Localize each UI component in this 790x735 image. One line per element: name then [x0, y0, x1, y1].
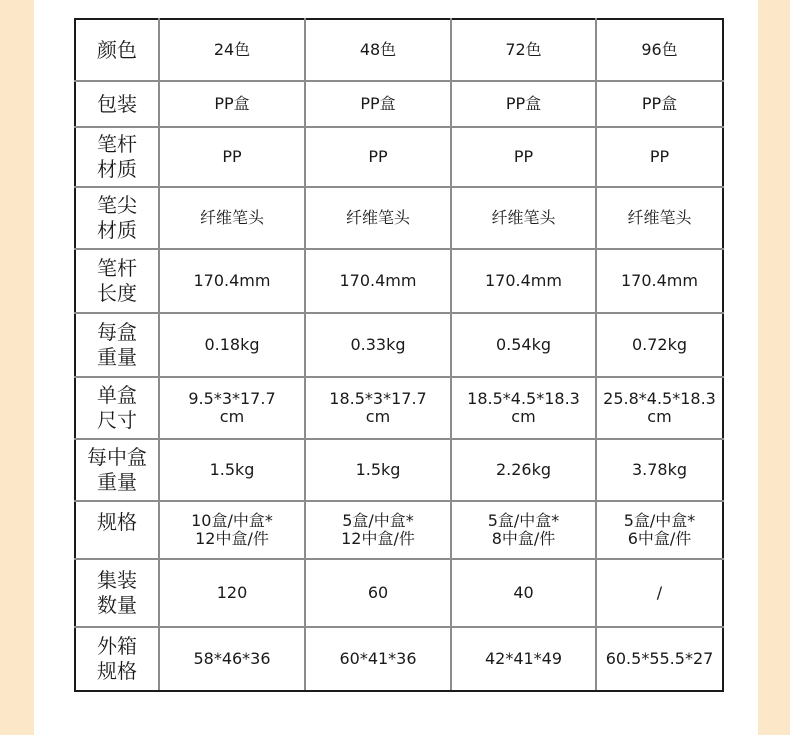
table-cell: PP [596, 127, 723, 187]
table-cell: 42*41*49 [451, 627, 596, 691]
table-row [75, 127, 723, 187]
table-cell: 9.5*3*17.7 cm [159, 377, 305, 439]
table-cell: 170.4mm [305, 249, 451, 313]
table-cell: 5盒/中盒* 8中盒/件 [451, 501, 596, 559]
table-row [75, 187, 723, 249]
table-row [75, 313, 723, 377]
table-cell: 170.4mm [596, 249, 723, 313]
table-cell: 96色 [596, 19, 723, 81]
table-cell: PP盒 [159, 81, 305, 127]
table-cell: 25.8*4.5*18.3 cm [596, 377, 723, 439]
row-label: 笔尖 材质 [75, 187, 159, 249]
table-cell: 40 [451, 559, 596, 627]
table-row [75, 559, 723, 627]
table-row [75, 377, 723, 439]
table-cell: 60.5*55.5*27 [596, 627, 723, 691]
table-cell: PP盒 [451, 81, 596, 127]
table-cell: 0.54kg [451, 313, 596, 377]
table-cell: 5盒/中盒* 6中盒/件 [596, 501, 723, 559]
table-cell: 18.5*3*17.7 cm [305, 377, 451, 439]
table-cell: 0.18kg [159, 313, 305, 377]
table-cell: PP盒 [596, 81, 723, 127]
table-cell: 18.5*4.5*18.3 cm [451, 377, 596, 439]
row-label: 单盒 尺寸 [75, 377, 159, 439]
table-cell: 24色 [159, 19, 305, 81]
table-cell: 2.26kg [451, 439, 596, 501]
table-cell: 5盒/中盒* 12中盒/件 [305, 501, 451, 559]
table-cell: 纤维笔头 [451, 187, 596, 249]
table-cell: / [596, 559, 723, 627]
table-cell: 60*41*36 [305, 627, 451, 691]
row-label: 集装 数量 [75, 559, 159, 627]
table-cell: 1.5kg [159, 439, 305, 501]
table-cell: PP盒 [305, 81, 451, 127]
table-cell: 120 [159, 559, 305, 627]
row-label: 每盒 重量 [75, 313, 159, 377]
table-cell: 0.72kg [596, 313, 723, 377]
table-row [75, 439, 723, 501]
table-cell: 72色 [451, 19, 596, 81]
table-cell: 58*46*36 [159, 627, 305, 691]
spec-table-body [75, 19, 723, 691]
row-label: 规格 [75, 501, 159, 559]
row-label: 颜色 [75, 19, 159, 81]
row-label: 笔杆 材质 [75, 127, 159, 187]
table-cell: 纤维笔头 [159, 187, 305, 249]
spec-table [74, 18, 724, 692]
table-cell: 48色 [305, 19, 451, 81]
table-cell: PP [451, 127, 596, 187]
row-label: 每中盒 重量 [75, 439, 159, 501]
table-cell: PP [305, 127, 451, 187]
table-cell: 170.4mm [451, 249, 596, 313]
table-cell: 10盒/中盒* 12中盒/件 [159, 501, 305, 559]
table-row [75, 249, 723, 313]
table-row [75, 81, 723, 127]
table-row [75, 501, 723, 559]
table-row [75, 19, 723, 81]
table-cell: PP [159, 127, 305, 187]
table-cell: 170.4mm [159, 249, 305, 313]
row-label: 包装 [75, 81, 159, 127]
row-label: 笔杆 长度 [75, 249, 159, 313]
table-cell: 纤维笔头 [305, 187, 451, 249]
row-label: 外箱 规格 [75, 627, 159, 691]
table-cell: 纤维笔头 [596, 187, 723, 249]
table-cell: 0.33kg [305, 313, 451, 377]
table-cell: 3.78kg [596, 439, 723, 501]
table-cell: 60 [305, 559, 451, 627]
table-cell: 1.5kg [305, 439, 451, 501]
table-row [75, 627, 723, 691]
